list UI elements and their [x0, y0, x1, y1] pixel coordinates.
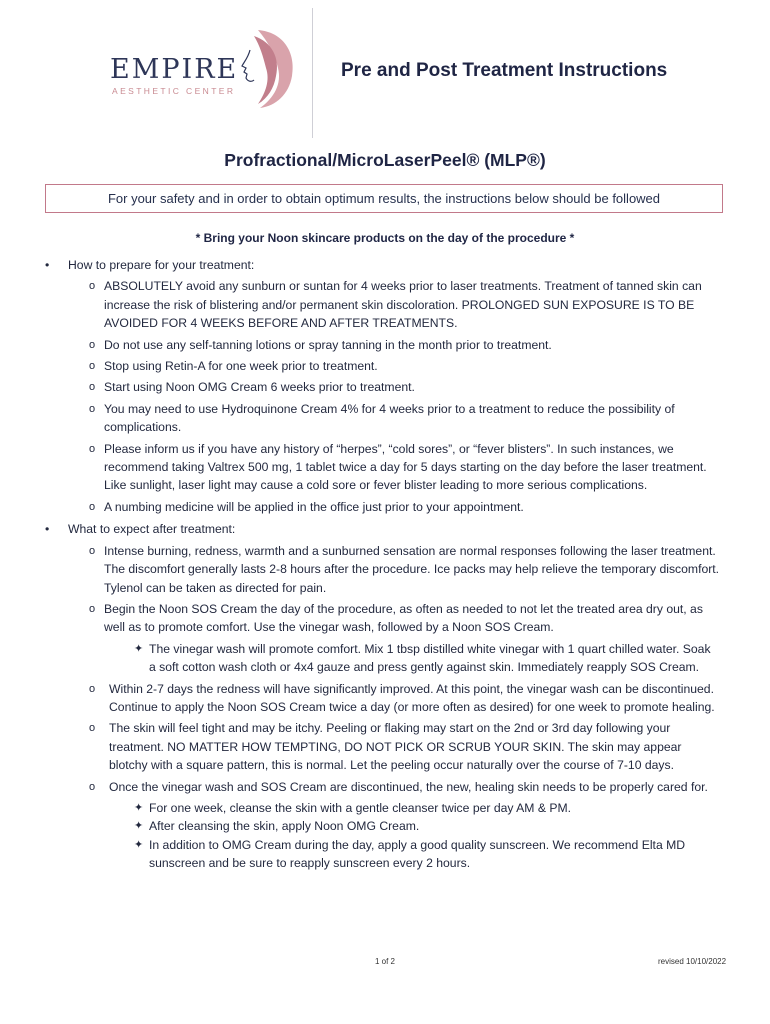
list-item — [0, 542, 770, 597]
item-text: Start using Noon OMG Cream 6 weeks prior to treatment. — [104, 380, 415, 395]
page-title: Pre and Post Treatment Instructions — [341, 60, 668, 81]
circle-bullet-icon: o — [89, 360, 96, 373]
sub-item-text: The vinegar wash will promote comfort. Mix 1 tbsp distilled white vinegar with 1 quart chilled water. Soak a soft cotton wash cloth or 4x4 gauze and press gently against skin. Immediately reapply SOS Cream. — [149, 641, 711, 675]
list-item — [0, 378, 770, 396]
item-text: Please inform us if you have any history of “herpes”, “cold sores”, or “fever blisters”. In such instances, we recommend taking Valtrex 500 mg, 1 tablet twice a day for 5 days starting on the day before the laser treatment. Like sunlight, laser light may cause a cold sore or fever blister leading to more serious complications. — [104, 441, 707, 493]
star-bullet-icon: ✦ — [134, 838, 144, 851]
list-item — [0, 680, 770, 717]
list-item — [0, 400, 770, 437]
sub-item-text: For one week, cleanse the skin with a gentle cleanser twice per day AM & PM. — [149, 800, 572, 815]
list-item — [0, 440, 770, 495]
list-item — [0, 719, 770, 774]
item-text: Within 2-7 days the redness will have significantly improved. At this point, the vinegar wash can be discontinued. Continue to apply the Noon SOS Cream twice a day (or more often as desired) for one week to promote healing. — [109, 681, 715, 714]
bullet-icon: • — [45, 522, 50, 537]
circle-bullet-icon: o — [89, 780, 96, 793]
list-item — [0, 498, 770, 516]
list-item — [0, 778, 770, 796]
circle-bullet-icon: o — [89, 602, 96, 615]
circle-bullet-icon: o — [89, 682, 96, 695]
sub-list-item — [0, 817, 770, 835]
item-text: Do not use any self-tanning lotions or spray tanning in the month prior to treatment. — [104, 337, 552, 352]
section-prepare — [0, 256, 770, 274]
revision-date: revised 10/10/2022 — [658, 957, 727, 966]
sub-list-item — [0, 640, 770, 677]
section-after — [0, 520, 770, 538]
bring-products-note: * Bring your Noon skincare products on the day of the procedure * — [195, 231, 575, 245]
circle-bullet-icon: o — [89, 442, 96, 455]
sub-item-text: In addition to OMG Cream during the day, apply a good quality sunscreen. We recommend Elta MD sunscreen and be sure to reapply sunscreen every 2 hours. — [149, 837, 686, 871]
sub-list-item — [0, 799, 770, 817]
circle-bullet-icon: o — [89, 722, 96, 735]
list-item — [0, 277, 770, 332]
item-text: Stop using Retin-A for one week prior to treatment. — [104, 359, 378, 374]
empire-logo — [108, 28, 308, 108]
logo-tagline: AESTHETIC CENTER — [112, 86, 236, 96]
star-bullet-icon: ✦ — [134, 642, 144, 655]
star-bullet-icon: ✦ — [134, 820, 144, 833]
item-text: ABSOLUTELY avoid any sunburn or suntan for 4 weeks prior to laser treatments. Treatment of tanned skin can increase the risk of blistering and/or permanent skin discoloration. PROLONGED SUN EXPOSURE IS TO BE AVOIDED FOR 4 WEEKS BEFORE AND AFTER TREATMENTS. — [104, 279, 702, 331]
item-text: Once the vinegar wash and SOS Cream are discontinued, the new, healing skin needs to be properly cared for. — [109, 779, 708, 794]
item-text: A numbing medicine will be applied in the office just prior to your appointment. — [104, 499, 524, 514]
section-title: What to expect after treatment: — [68, 522, 236, 537]
list-item — [0, 336, 770, 354]
page-number: 1 of 2 — [374, 957, 395, 966]
item-text: Begin the Noon SOS Cream the day of the procedure, as often as needed to not let the treated area dry out, as well as to promote comfort. Use the vinegar wash, followed by a Noon SOS Cream. — [104, 601, 703, 635]
item-text: You may need to use Hydroquinone Cream 4% for 4 weeks prior to a treatment to reduce the possibility of complications. — [104, 401, 675, 435]
sub-item-text: After cleansing the skin, apply Noon OMG Cream. — [149, 819, 420, 834]
circle-bullet-icon: o — [89, 280, 96, 293]
item-text: Intense burning, redness, warmth and a sunburned sensation are normal responses following the laser treatment. The discomfort generally lasts 2-8 hours after the procedure. Ice packs may help relieve the temporary discomfort. Tylenol can be taken as directed for pain. — [104, 543, 720, 595]
section-title: How to prepare for your treatment: — [68, 258, 255, 272]
face-profile-logo-icon — [228, 28, 298, 108]
procedure-title: Profractional/MicroLaserPeel® (MLP®) — [224, 150, 546, 170]
safety-notice-box: For your safety and in order to obtain optimum results, the instructions below should be followed — [45, 184, 723, 213]
header-divider — [312, 8, 313, 138]
list-item — [0, 600, 770, 637]
star-bullet-icon: ✦ — [134, 801, 144, 814]
logo-wordmark: EMPIRE — [110, 54, 239, 85]
circle-bullet-icon: o — [89, 402, 96, 415]
circle-bullet-icon: o — [89, 500, 96, 513]
circle-bullet-icon: o — [89, 381, 96, 394]
circle-bullet-icon: o — [89, 544, 96, 557]
sub-list-item — [0, 836, 770, 873]
document-header — [0, 0, 770, 140]
circle-bullet-icon: o — [89, 338, 96, 351]
instructions-body — [0, 252, 770, 873]
bullet-icon: • — [45, 258, 50, 272]
list-item — [0, 357, 770, 375]
item-text: The skin will feel tight and may be itchy. Peeling or flaking may start on the 2nd or 3rd day following your treatment. NO MATTER HOW TEMPTING, DO NOT PICK OR SCRUB YOUR SKIN. The skin may appear blotchy with a square pattern, this is normal. Let the peeling occur naturally over the course of 7-10 days. — [109, 721, 682, 773]
